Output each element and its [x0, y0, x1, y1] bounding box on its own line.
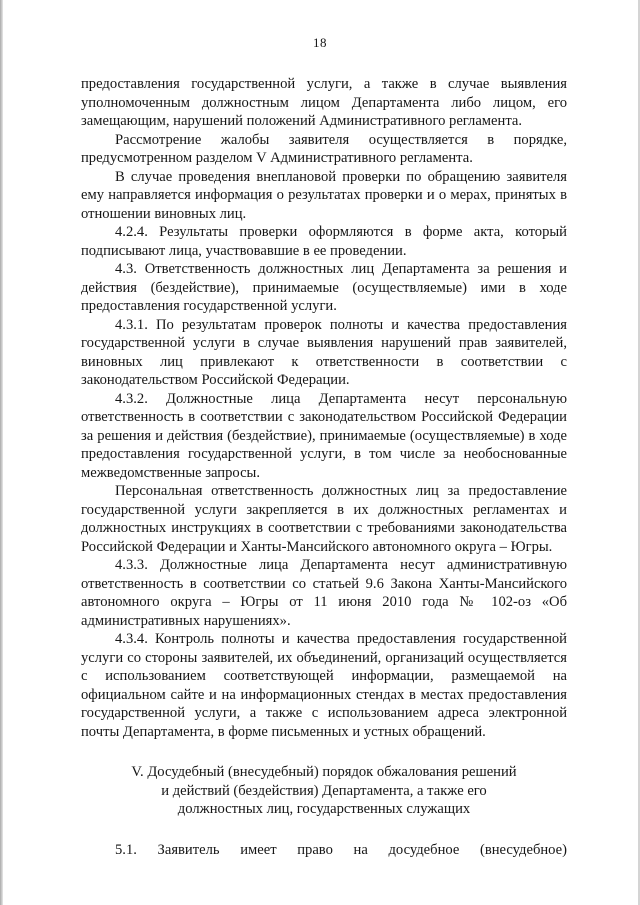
paragraph-personal-responsibility: Персональная ответственность должностных лиц за предоставление государственной услуги закрепляется в их должностных регламентах и должностных инструкциях в соответствии с требованиями законодательства Российской Федерации и Ханты-Мансийского автономного округа – Югры.: [81, 483, 567, 555]
document-body: [81, 75, 567, 859]
page-number: 18: [313, 35, 327, 50]
section-v-heading: [81, 763, 567, 819]
paragraph-5-1: 5.1. Заявитель имеет право на досудебное (внесудебное): [115, 841, 567, 858]
section-heading-line: и действий (бездействия) Департамента, а также его: [161, 782, 487, 799]
paragraph-4-3: 4.3. Ответственность должностных лиц Департамента за решения и действия (бездействие), принимаемые (осуществляемые) ими в ходе предоставления государственной услуги.: [81, 261, 567, 314]
paragraph-complaint-review: Рассмотрение жалобы заявителя осуществляется в порядке, предусмотренном разделом V Административного регламента.: [81, 131, 567, 166]
paragraph-unscheduled-inspection: В случае проведения внеплановой проверки по обращению заявителя ему направляется информация о результатах проверки и о мерах, принятых в отношении виновных лиц.: [81, 168, 567, 222]
paragraph-4-2-4: 4.2.4. Результаты проверки оформляются в форме акта, который подписывают лица, участвовавшие в ее проведении.: [81, 224, 567, 259]
scan-edge-left: [0, 0, 3, 905]
paragraph-4-3-2: 4.3.2. Должностные лица Департамента несут персональную ответственность в соответствии с законодательством Российской Федерации за решения и действия (бездействие), принимаемые (осуществляемые) в ходе предоставления государственной услуги, в том числе за необоснованные межведомственные запросы.: [81, 390, 567, 481]
paragraph-4-3-3: 4.3.3. Должностные лица Департамента несут административную ответственность в соответствии со статьей 9.6 Закона Ханты-Мансийского автономного округа – Югры от 11 июня 2010 года № 102-оз «Об административных нарушениях».: [81, 557, 567, 629]
section-heading-line: должностных лиц, государственных служащих: [177, 801, 471, 817]
paragraph-4-3-1: 4.3.1. По результатам проверок полноты и качества предоставления государственной услуги в случае выявления нарушений прав заявителей, виновных лиц привлекают к ответственности в соответствии с законодательством Российской Федерации.: [81, 316, 567, 388]
paragraph-continuation: предоставления государственной услуги, а также в случае выявления уполномоченным должностным лицом Департамента либо лицом, его замещающим, нарушений положений Административного регламента.: [81, 76, 567, 129]
section-heading-line: V. Досудебный (внесудебный) порядок обжалования решений: [131, 764, 517, 780]
paragraph-4-3-4: 4.3.4. Контроль полноты и качества предоставления государственной услуги со стороны заявителей, их объединений, организаций осуществляется с использованием соответствующей информации, размещаемой на официальном сайте и на информационных стендах в местах предоставления государственной услуги, а также с использованием адреса электронной почты Департамента, в форме письменных и устных обращений.: [81, 631, 567, 740]
